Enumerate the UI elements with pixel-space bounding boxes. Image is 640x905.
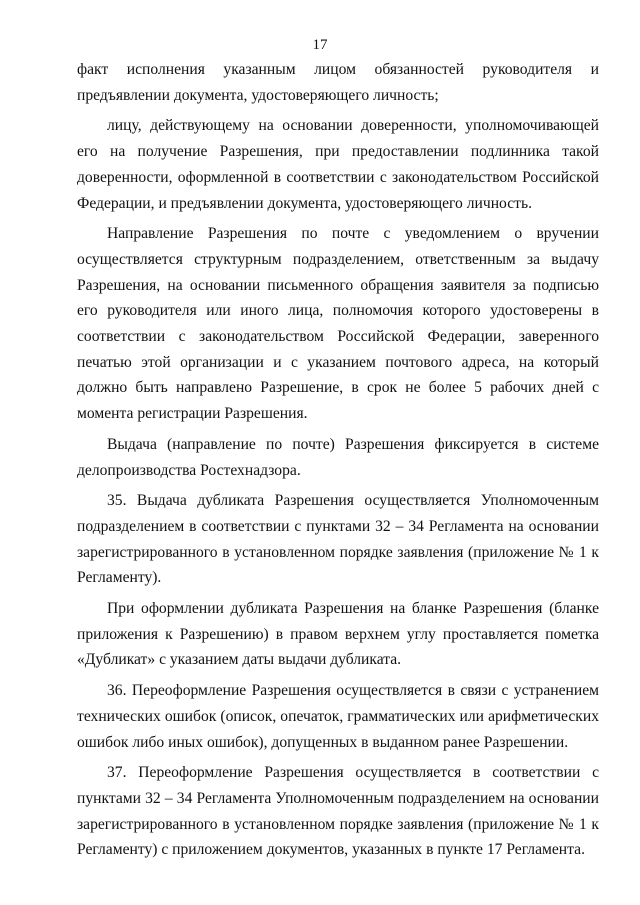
paragraph: 35. Выдача дубликата Разрешения осуществляется Уполномоченным подразделением в соответствии с пунктами 32 – 34 Регламента на основании зарегистрированного в установленном порядке заявления (приложение № 1 к Регламенту).	[77, 492, 599, 587]
paragraph: Направление Разрешения по почте с уведомлением о вручении осуществляется структурным подразделением, ответственным за выдачу Разрешения, на основании письменного обращения заявителя за подписью его руководителя или иного лица, полномочия которого удостоверены в соответствии с законодательством Российской Федерации, заверенного печатью этой организации и с указанием почтового адреса, на который должно быть направлено Разрешение, в срок не более 5 рабочих дней с момента регистрации Разрешения.	[77, 225, 599, 423]
page-number: 17	[312, 37, 328, 53]
paragraph: 36. Переоформление Разрешения осуществляется в связи с устранением технических ошибок (описок, опечаток, грамматических или арифметических ошибок либо иных ошибок), допущенных в выданном ранее Разрешении.	[77, 682, 599, 751]
paragraph: При оформлении дубликата Разрешения на бланке Разрешения (бланке приложения к Разрешению) в правом верхнем углу проставляется пометка «Дубликат» с указанием даты выдачи дубликата.	[77, 600, 599, 669]
document-body	[77, 57, 599, 868]
paragraph: Выдача (направление по почте) Разрешения фиксируется в системе делопроизводства Ростехнадзора.	[77, 435, 599, 479]
paragraph: 37. Переоформление Разрешения осуществляется в соответствии с пунктами 32 – 34 Регламента Уполномоченным подразделением на основании зарегистрированного в установленном порядке заявления (приложение № 1 к Регламенту) с приложением документов, указанных в пункте 17 Регламента.	[77, 764, 599, 859]
paragraph: лицу, действующему на основании доверенности, уполномочивающей его на получение Разрешения, при предоставлении подлинника такой доверенности, оформленной в соответствии с законодательством Российской Федерации, и предъявлении документа, удостоверяющего личность.	[77, 117, 599, 212]
paragraph: факт исполнения указанным лицом обязанностей руководителя и предъявлении документа, удостоверяющего личность;	[77, 61, 599, 104]
